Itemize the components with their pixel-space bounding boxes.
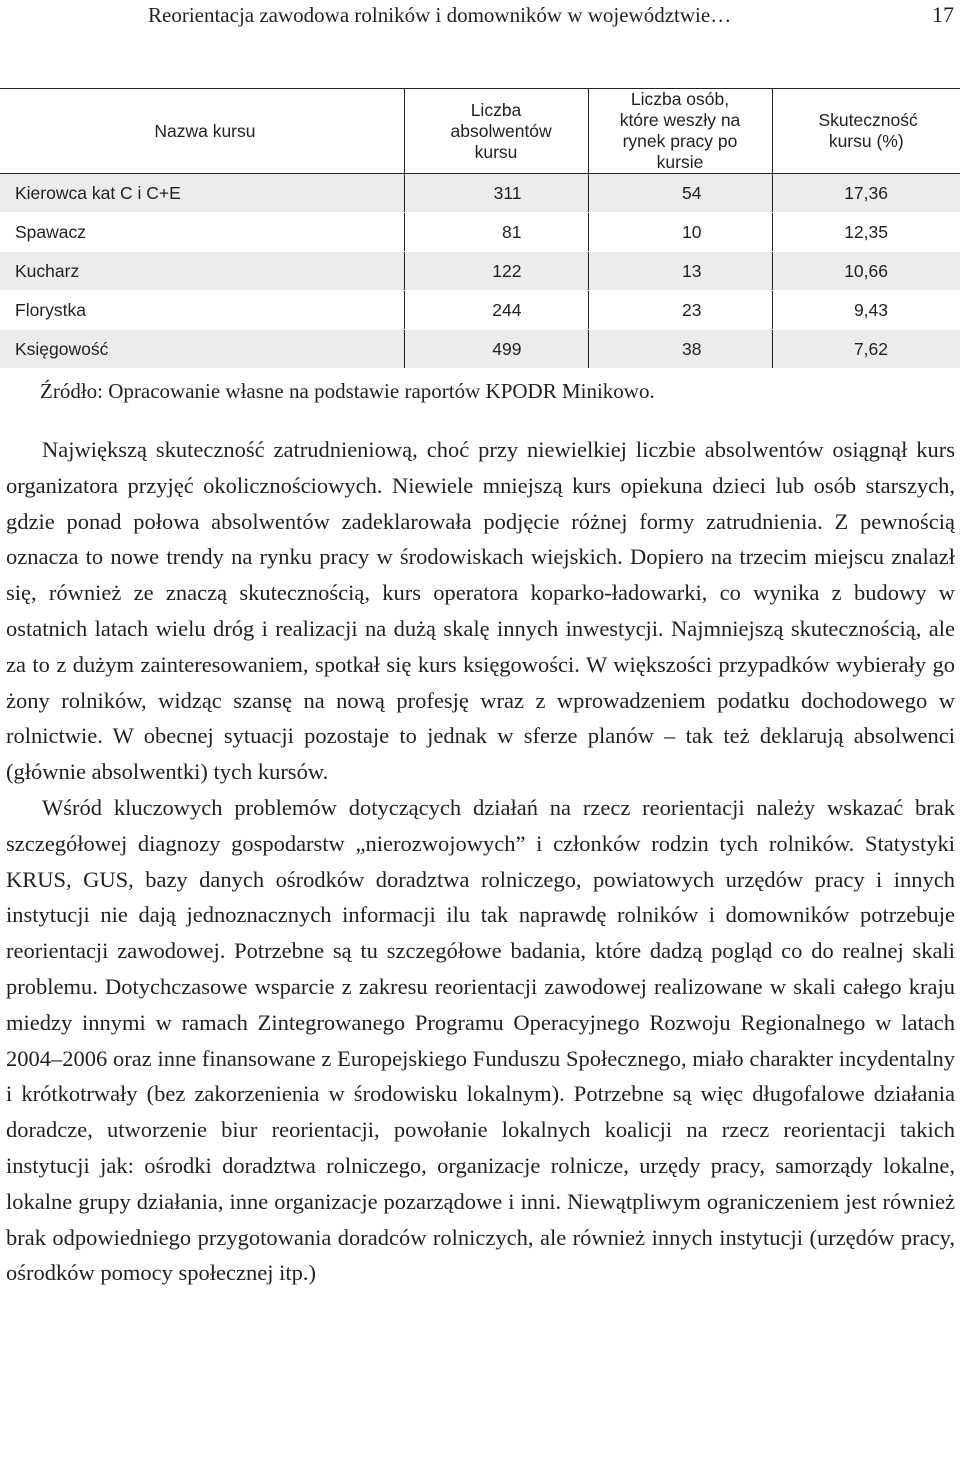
employed-cell: 54	[588, 174, 772, 213]
effectiveness-cell: 10,66	[772, 252, 960, 291]
header-title: Reorientacja zawodowa rolników i domowników w województwie…	[148, 3, 732, 27]
course-name-cell: Florystka	[0, 291, 404, 330]
table-header-row	[0, 89, 960, 174]
course-name-cell: Spawacz	[0, 213, 404, 252]
graduates-cell: 499	[404, 330, 588, 369]
employed-cell: 13	[588, 252, 772, 291]
graduates-cell: 311	[404, 174, 588, 213]
table-source-note: Źródło: Opracowanie własne na podstawie raportów KPODR Minikowo.	[40, 379, 655, 403]
header-graduates: Liczba absolwentów kursu	[404, 89, 588, 174]
paragraph: Największą skuteczność zatrudnieniową, choć przy niewielkiej liczbie absolwentów osiągnął kurs organizatora przyjęć okolicznościowych. Niewiele mniejszą kurs opiekuna dzieci lub osób starszych, gdzie ponad połowa absolwentów zadeklarowała podjęcie różnej formy zatrudnienia. Z pewnością oznacza to nowe trendy na rynku pracy w środowiskach wiejskich. Dopiero na trzecim miejscu znalazł się, również ze znaczą skutecznością, kurs operatora koparko-ładowarki, co wynika z budowy w ostatnich latach wielu dróg i realizacji na dużą skalę innych inwestycji. Najmniejszą skutecznością, ale za to z dużym zainteresowaniem, spotkał się kurs księgowości. W większości przypadków wybierały go żony rolników, widząc szansę na nową profesję wraz z wprowadzeniem podatku dochodowego w rolnictwie. W obecnej sytuacji pozostaje to jednak w sferze planów – tak też deklarują absolwenci (głównie absolwentki) tych kursów.	[6, 437, 955, 785]
course-name-cell: Księgowość	[0, 330, 404, 369]
table-row	[0, 174, 960, 213]
course-name-cell: Kierowca kat C i C+E	[0, 174, 404, 213]
page-number: 17	[932, 2, 954, 27]
effectiveness-cell: 17,36	[772, 174, 960, 213]
effectiveness-cell: 12,35	[772, 213, 960, 252]
graduates-cell: 81	[404, 213, 588, 252]
header-employed: Liczba osób, które weszły na rynek pracy po kursie	[588, 89, 772, 174]
graduates-cell: 244	[404, 291, 588, 330]
course-effectiveness-table	[0, 88, 960, 369]
table-row	[0, 252, 960, 291]
running-header	[0, 0, 960, 30]
employed-cell: 38	[588, 330, 772, 369]
table-row	[0, 291, 960, 330]
employed-cell: 23	[588, 291, 772, 330]
table-row	[0, 213, 960, 252]
body-text	[6, 432, 955, 1291]
paragraph: Wśród kluczowych problemów dotyczących działań na rzecz reorientacji należy wskazać brak szczegółowej diagnozy gospodarstw „nierozwojowych” i członków rodzin tych rolników. Statystyki KRUS, GUS, bazy danych ośrodków doradztwa rolniczego, powiatowych urzędów pracy i innych instytucji nie dają jednoznacznych informacji ilu tak naprawdę rolników i domowników potrzebuje reorientacji zawodowej. Potrzebne są tu szczegółowe badania, które dadzą pogląd co do realnej skali problemu. Dotychczasowe wsparcie z zakresu reorientacji zawodowej realizowane w skali całego kraju miedzy innymi w ramach Zintegrowanego Programu Operacyjnego Rozwoju Regionalnego w latach 2004–2006 oraz inne finansowane z Europejskiego Funduszu Społecznego, miało charakter incydentalny i krótkotrwały (bez zakorzenienia w środowisku lokalnym). Potrzebne są więc długofalowe działania doradcze, utworzenie biur reorientacji, powołanie lokalnych koalicji na rzecz reorientacji takich instytucji jak: ośrodki doradztwa rolniczego, organizacje rolnicze, urzędy pracy, samorządy lokalne, lokalne grupy działania, inne organizacje pozarządowe i inni. Niewątpliwym ograniczeniem jest również brak odpowiedniego przygotowania doradców rolniczych, ale również innych instytucji (urzędów pracy, ośrodków pomocy społecznej itp.)	[6, 794, 955, 1286]
course-name-cell: Kucharz	[0, 252, 404, 291]
effectiveness-cell: 9,43	[772, 291, 960, 330]
table-row	[0, 330, 960, 369]
header-effectiveness: Skuteczność kursu (%)	[772, 89, 960, 174]
graduates-cell: 122	[404, 252, 588, 291]
effectiveness-cell: 7,62	[772, 330, 960, 369]
header-course-name: Nazwa kursu	[0, 89, 404, 174]
employed-cell: 10	[588, 213, 772, 252]
